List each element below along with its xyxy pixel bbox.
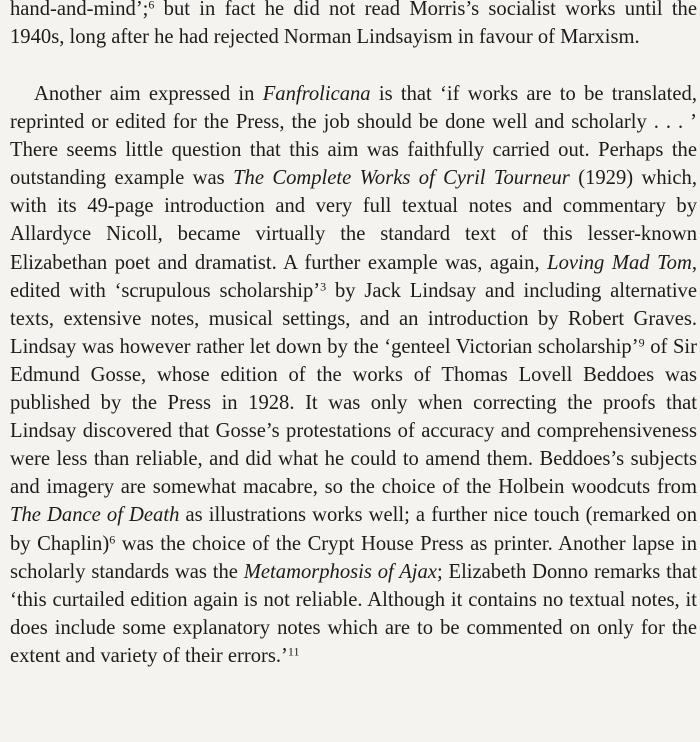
paragraph-1-text-2: but in fact he did not read Morris’s socialist works until the 1940s, long after he had rejected Norman Lindsayism in favour of Marxism. <box>10 0 697 49</box>
title-loving-mad-tom: Loving Mad Tom <box>547 251 692 274</box>
title-fanfrolicana: Fanfrolicana <box>262 83 371 105</box>
paragraph-2-text-6: of Sir Edmund Gosse, whose edition of the works of Thomas Lovell Beddoes was published by the Press in 1928. It was only when correcting the proofs that Lindsay discovered that Gosse’s protestations of accuracy and comprehensiveness were less than reliable, and did what he could to amend them. Beddoes’s subjects and imagery are somewhat macabre, so the choice of the Holbein woodcuts from <box>10 335 697 499</box>
footnote-ref-3: 3 <box>320 279 327 294</box>
paragraph-2-text-8: was the choice of the Crypt House Press as printer. Another lapse in scholarly standards was the <box>10 532 697 583</box>
title-complete-works-tourneur: The Complete Works of Cyril Tourneur <box>233 167 570 190</box>
title-dance-of-death: The Dance of Death <box>10 504 180 527</box>
paragraph-2-text-9: ; Elizabeth Donno remarks that ‘this curtailed edition again is not reliable. Although it contains no textual notes, it does include some explanatory notes which are to be commented on only for the extent and variety of their errors.’ <box>10 560 698 667</box>
paragraph-1 <box>10 0 697 51</box>
paragraph-2-text-4: , edited with ‘scrupulous scholarship’ <box>10 251 697 302</box>
footnote-ref-11: 11 <box>287 644 300 659</box>
paragraph-2 <box>10 80 697 670</box>
footnote-ref-6b: 6 <box>109 531 116 546</box>
paragraph-1-text-1: hand-and-mind’; <box>10 0 149 20</box>
paragraph-2-text-5: by Jack Lindsay and including alternative texts, extensive notes, musical settings, and an introduction by Robert Graves. Lindsay was however rather let down by the ‘genteel Victorian scholarship’ <box>10 279 697 358</box>
paragraph-2-text-3: (1929) which, with its 49-page introduction and very full textual notes and commentary by Allardyce Nicoll, became virtually the standard text of this lesser-known Elizabethan poet and dramatist. A further example was, again, <box>10 167 697 274</box>
footnote-ref-9: 9 <box>638 335 645 350</box>
paragraph-2-text-2: is that ‘if works are to be translated, reprinted or edited for the Press, the job should be done well and scholarly . . . ’ There seems little question that this aim was faithfully carried out. Perhaps the outstanding example was <box>10 83 697 190</box>
title-metamorphosis-of-ajax: Metamorphosis of Ajax <box>243 560 437 583</box>
paragraph-2-text-1: Another aim expressed in <box>34 83 263 105</box>
footnote-ref-6: 6 <box>148 0 155 12</box>
paragraph-2-text-7: as illustrations works well; a further nice touch (remarked on by Chaplin) <box>10 504 697 555</box>
